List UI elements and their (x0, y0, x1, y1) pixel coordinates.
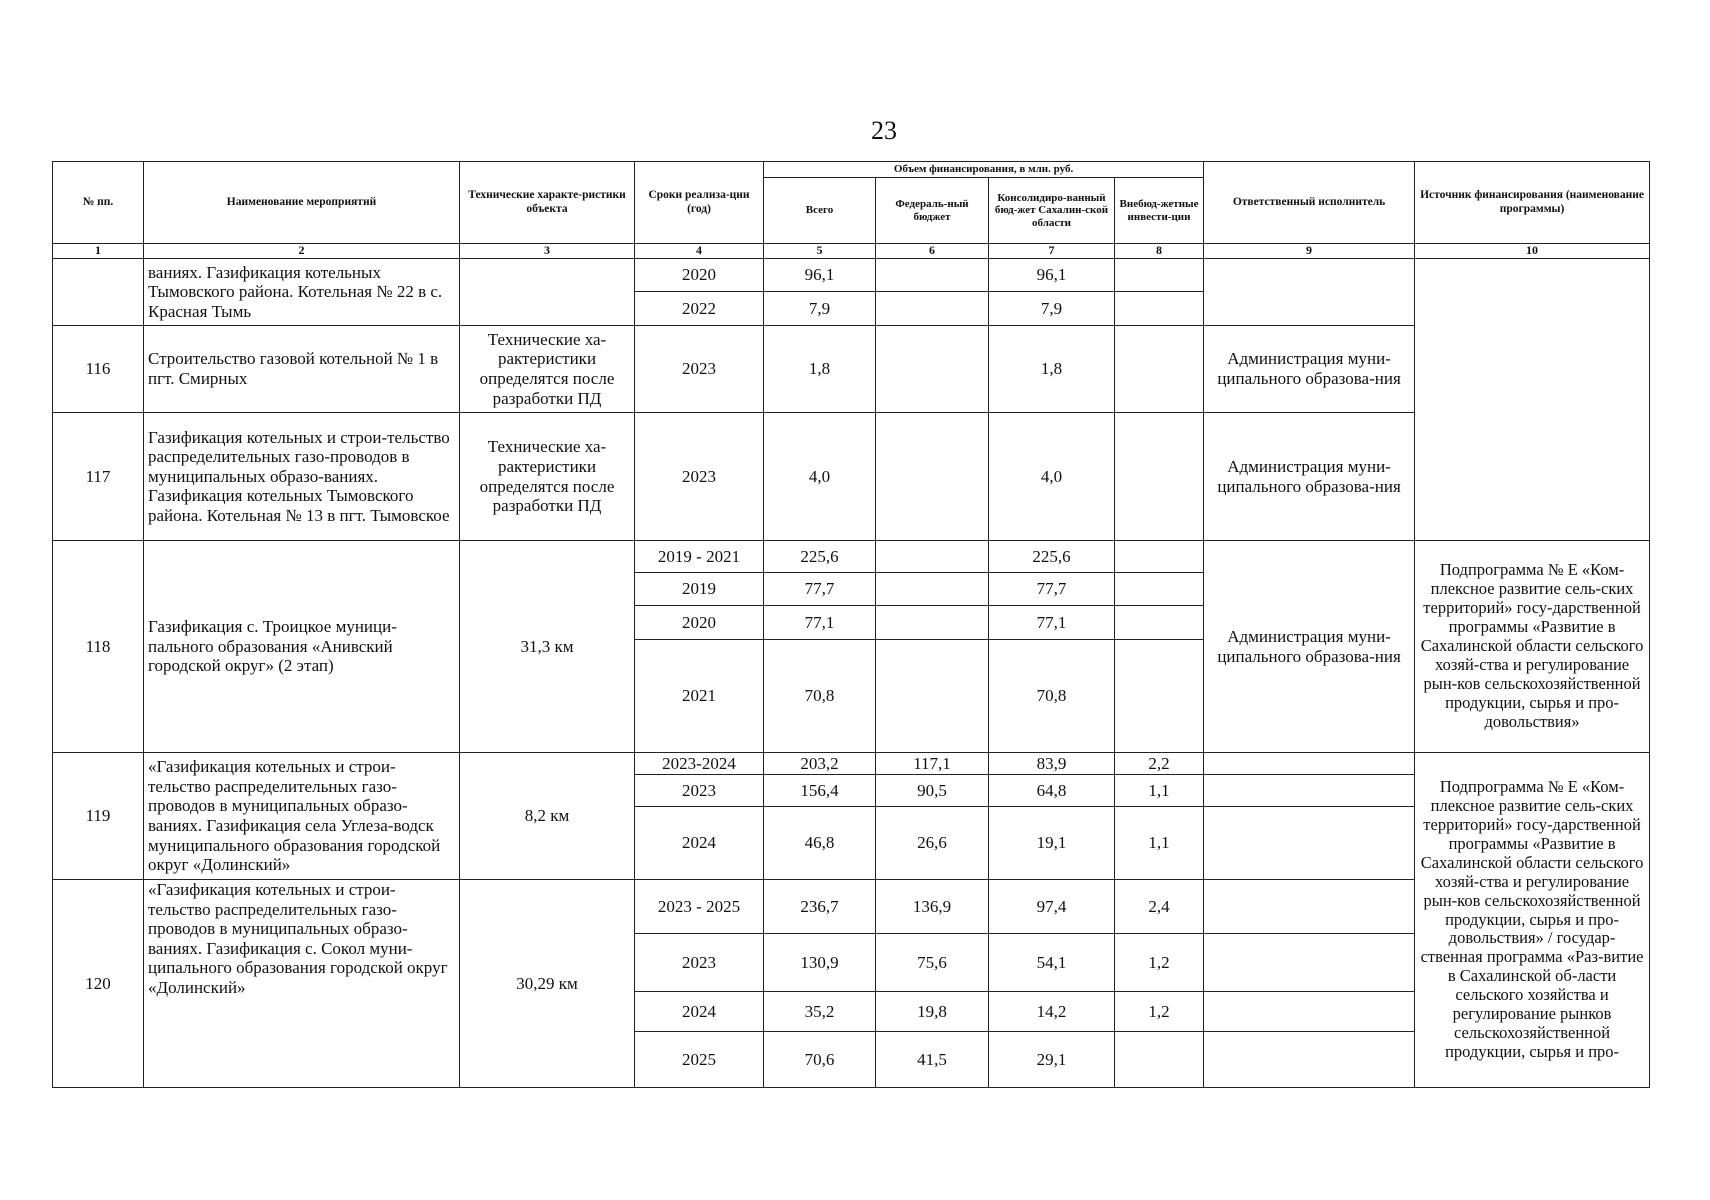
row-federal: 136,9 (876, 880, 989, 934)
row-total: 1,8 (764, 326, 876, 413)
header-period: Сроки реализа-ции (год) (635, 162, 764, 244)
row-period: 2023 (635, 775, 764, 807)
row-tech: 31,3 км (460, 541, 635, 753)
row-period: 2022 (635, 292, 764, 326)
table-row (53, 259, 1650, 292)
row-period: 2024 (635, 807, 764, 880)
row-total: 46,8 (764, 807, 876, 880)
row-federal (876, 541, 989, 573)
column-number: 10 (1415, 244, 1650, 259)
financing-table (52, 161, 1650, 1088)
row-source: Подпрограмма № Е «Ком-плексное развитие сель-ских территорий» госу-дарственной программы «Развитие в Сахалинской области сельского хозяй-ства и регулирование рын-ков сельскохозяйственной продукции, сырья и про-довольствия» (1415, 541, 1650, 753)
column-number-row (53, 244, 1650, 259)
header-num: № пп. (53, 162, 144, 244)
header-consolidated: Консолидиро-ванный бюд-жет Сахалин-ской области (989, 178, 1115, 244)
header-name: Наименование мероприятий (144, 162, 460, 244)
row-extra (1115, 541, 1204, 573)
column-number: 6 (876, 244, 989, 259)
header-extra: Внебюд-жетные инвести-ции (1115, 178, 1204, 244)
row-period: 2025 (635, 1032, 764, 1088)
column-number: 1 (53, 244, 144, 259)
row-period: 2023 (635, 326, 764, 413)
row-name: Газификация с. Троицкое муници-пального образования «Анивский городской округ» (2 этап) (144, 541, 460, 753)
row-federal (876, 413, 989, 541)
row-extra (1115, 573, 1204, 606)
column-number: 9 (1204, 244, 1415, 259)
row-total: 70,6 (764, 1032, 876, 1088)
column-number: 4 (635, 244, 764, 259)
row-total: 77,1 (764, 606, 876, 640)
row-period: 2024 (635, 992, 764, 1032)
row-extra: 1,2 (1115, 934, 1204, 992)
row-num: 118 (53, 541, 144, 753)
row-executor-empty (1204, 753, 1415, 775)
row-total: 7,9 (764, 292, 876, 326)
row-name: «Газификация котельных и строи-тельство распределительных газо-проводов в муниципальных образо-ваниях. Газификация села Углеза-водск муниципального образования городской округ «Долинский» (144, 753, 460, 880)
row-total: 225,6 (764, 541, 876, 573)
row-consolidated: 96,1 (989, 259, 1115, 292)
row-executor-empty (1204, 1032, 1415, 1088)
row-federal: 90,5 (876, 775, 989, 807)
row-total: 35,2 (764, 992, 876, 1032)
row-num-empty (53, 259, 144, 326)
column-number: 7 (989, 244, 1115, 259)
row-period: 2023 - 2025 (635, 880, 764, 934)
table-row (53, 880, 1650, 934)
row-executor: Администрация муни-ципального образова-ния (1204, 326, 1415, 413)
row-source-empty (1415, 259, 1650, 541)
row-total: 236,7 (764, 880, 876, 934)
row-extra: 2,4 (1115, 880, 1204, 934)
row-federal (876, 259, 989, 292)
row-period: 2023 (635, 934, 764, 992)
row-total: 70,8 (764, 640, 876, 753)
row-extra (1115, 413, 1204, 541)
row-consolidated: 77,1 (989, 606, 1115, 640)
row-name: Газификация котельных и строи-тельство распределительных газо-проводов в муниципальных образо-ваниях. Газификация котельных Тымовского района. Котельная № 13 в пгт. Тымовское (144, 413, 460, 541)
row-executor-empty (1204, 880, 1415, 934)
row-consolidated: 19,1 (989, 807, 1115, 880)
row-consolidated: 64,8 (989, 775, 1115, 807)
row-extra (1115, 292, 1204, 326)
row-federal: 26,6 (876, 807, 989, 880)
row-executor-empty (1204, 775, 1415, 807)
row-executor-empty (1204, 259, 1415, 326)
row-executor-empty (1204, 807, 1415, 880)
row-extra: 1,2 (1115, 992, 1204, 1032)
row-total: 203,2 (764, 753, 876, 775)
row-total: 4,0 (764, 413, 876, 541)
table-row (53, 541, 1650, 573)
header-row (53, 162, 1650, 178)
row-period: 2021 (635, 640, 764, 753)
header-total: Всего (764, 178, 876, 244)
row-extra (1115, 326, 1204, 413)
row-period: 2019 - 2021 (635, 541, 764, 573)
header-federal: Федераль-ный бюджет (876, 178, 989, 244)
column-number: 2 (144, 244, 460, 259)
row-period: 2020 (635, 606, 764, 640)
row-tech: Технические ха-рактеристики определятся после разработки ПД (460, 326, 635, 413)
row-extra (1115, 259, 1204, 292)
row-federal (876, 292, 989, 326)
row-tech: Технические ха-рактеристики определятся после разработки ПД (460, 413, 635, 541)
header-finance: Объем финансирования, в млн. руб. (764, 162, 1204, 178)
row-num: 119 (53, 753, 144, 880)
row-extra (1115, 640, 1204, 753)
row-federal: 19,8 (876, 992, 989, 1032)
page-number: 23 (871, 116, 897, 145)
row-consolidated: 83,9 (989, 753, 1115, 775)
row-consolidated: 54,1 (989, 934, 1115, 992)
row-tech-empty (460, 259, 635, 326)
row-executor: Администрация муни-ципального образова-ния (1204, 541, 1415, 753)
row-extra: 1,1 (1115, 775, 1204, 807)
row-total: 156,4 (764, 775, 876, 807)
column-number: 5 (764, 244, 876, 259)
row-consolidated: 14,2 (989, 992, 1115, 1032)
row-consolidated: 1,8 (989, 326, 1115, 413)
header-executor: Ответственный исполнитель (1204, 162, 1415, 244)
row-consolidated: 7,9 (989, 292, 1115, 326)
row-federal (876, 573, 989, 606)
row-consolidated: 4,0 (989, 413, 1115, 541)
row-federal: 117,1 (876, 753, 989, 775)
row-tech: 30,29 км (460, 880, 635, 1088)
row-federal (876, 326, 989, 413)
row-period: 2019 (635, 573, 764, 606)
row-consolidated: 225,6 (989, 541, 1115, 573)
column-number: 8 (1115, 244, 1204, 259)
row-federal: 41,5 (876, 1032, 989, 1088)
row-total: 77,7 (764, 573, 876, 606)
row-period: 2023-2024 (635, 753, 764, 775)
row-executor: Администрация муни-ципального образова-ния (1204, 413, 1415, 541)
table-row (53, 413, 1650, 541)
row-extra (1115, 606, 1204, 640)
header-source: Источник финансирования (наименование программы) (1415, 162, 1650, 244)
row-federal (876, 606, 989, 640)
row-name: Строительство газовой котельной № 1 в пгт. Смирных (144, 326, 460, 413)
row-period: 2023 (635, 413, 764, 541)
row-extra (1115, 1032, 1204, 1088)
row-executor-empty (1204, 992, 1415, 1032)
row-name: ваниях. Газификация котельных Тымовского района. Котельная № 22 в с. Красная Тымь (144, 259, 460, 326)
row-executor-empty (1204, 934, 1415, 992)
row-period: 2020 (635, 259, 764, 292)
row-num: 117 (53, 413, 144, 541)
row-consolidated: 97,4 (989, 880, 1115, 934)
table-row (53, 753, 1650, 775)
header-tech: Технические характе-ристики объекта (460, 162, 635, 244)
table-row (53, 326, 1650, 413)
row-consolidated: 29,1 (989, 1032, 1115, 1088)
row-num: 120 (53, 880, 144, 1088)
row-tech: 8,2 км (460, 753, 635, 880)
row-total: 96,1 (764, 259, 876, 292)
row-extra: 2,2 (1115, 753, 1204, 775)
row-num: 116 (53, 326, 144, 413)
row-federal (876, 640, 989, 753)
row-name: «Газификация котельных и строи-тельство распределительных газо-проводов в муниципальных образо-ваниях. Газификация с. Сокол муни-ципального образования городской округ «Долинский» (144, 880, 460, 1088)
row-total: 130,9 (764, 934, 876, 992)
row-federal: 75,6 (876, 934, 989, 992)
row-source: Подпрограмма № Е «Ком-плексное развитие сель-ских территорий» госу-дарственной программы «Развитие в Сахалинской области сельского хозяй-ства и регулирование рын-ков сельскохозяйственной продукции, сырья и про-довольствия» / государ-ственная программа «Раз-витие в Сахалинской об-ласти сельского хозяйства и регулирование рынков сельскохозяйственной продукции, сырья и про- (1415, 753, 1650, 1088)
row-consolidated: 77,7 (989, 573, 1115, 606)
row-consolidated: 70,8 (989, 640, 1115, 753)
column-number: 3 (460, 244, 635, 259)
row-extra: 1,1 (1115, 807, 1204, 880)
